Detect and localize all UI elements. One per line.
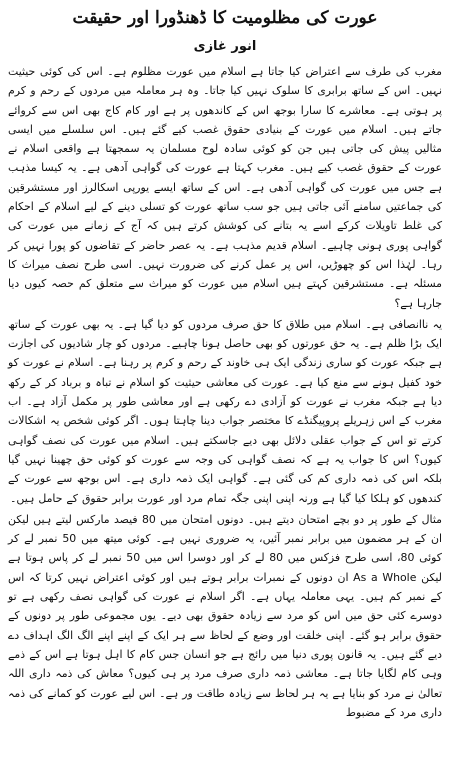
article-title: عورت کی مظلومیت کا ڈھنڈورا اور حقیقت xyxy=(72,8,378,28)
article-paragraph-1: مغرب کی طرف سے اعتراض کیا جاتا ہے اسلام میں عورت مظلوم ہے۔ اس کی کوئی حیثیت نہیں۔ اس کے ساتھ برابری کا سلوک نہیں کیا جاتا۔ وہ ہر معاملہ میں مردوں کے رحم و کرم پر ہوتی ہے۔ معاشرے کا سارا بوجھ اس کے کاندھوں پر ہے اور کام کاج بھی اس سے کروائے جاتے ہیں۔ اسلام میں عورت کے بنیادی حقوق غصب کیے گئے ہیں۔ اس سلسلے میں ایسی مثالیں پیش کی جاتی ہیں جن کو کوئی سادہ لوح مسلمان یہ سمجھتا ہے واقعی اسلام نے عورت کے حقوق غصب کیے ہیں۔ مغرب کہتا ہے عورت کی گواہی آدھی ہے۔ یہ کیسا مذہب ہے جس میں عورت کی گواہی آدھی ہے۔ اس کے ساتھ ایسے یورپی اسکالرز اور مستشرقین کی جماعتیں سامنے آئی جاتی ہیں جو سب ساتھ عورت کو تسلی دینے کے لیے اسلام کے احکام کی غلط تاویلات کرکے اسے یہ بتانے کی کوشش کرتے ہیں کہ آج کے زمانے میں عورت کی گواہی پوری ہونی چاہیے۔ اسلام قدیم مذہب ہے۔ یہ عصر حاضر کے تقاضوں کو پورا نہیں کر رہا۔ لہٰذا اس کو چھوڑیں، اس پر عمل کرنے کی ضرورت نہیں۔ اسی طرح نصف میراث کا مسئلہ ہے۔ مستشرقین کہتے ہیں اسلام میں عورت کو میراث سے متعلق کم حصہ کیوں دیا جارہا ہے؟ xyxy=(8,65,442,310)
article-paragraph-2: یہ ناانصافی ہے۔ اسلام میں طلاق کا حق صرف مردوں کو دیا گیا ہے۔ یہ بھی عورت کے ساتھ ایک بڑا ظلم ہے۔ یہ حق عورتوں کو بھی حاصل ہونا چاہیے۔ مردوں کو چار شادیوں کی اجازت ہے جبکہ عورت کو ساری زندگی ایک ہی خاوند کے رحم و کرم پر رہنا ہے۔ اسلام نے عورت کو خود کفیل ہونے سے منع کیا ہے۔ عورت کی معاشی حیثیت کو اسلام نے تباہ و برباد کر کے رکھ دیا ہے جبکہ مغرب نے عورت کو آزادی دے رکھی ہے اور معاشی طور پر مکمل آزاد ہے۔ اب مغرب کے اس زہریلے پروپیگنڈے کا مختصر جواب دینا چاہتا ہوں۔ اگر کوئی شخص یہ اشکالات کرتے تو اس کے جواب عقلی دلائل بھی دیے جاسکتے ہیں۔ اسلام میں عورت کی نصف گواہی کیوں؟ اس کا جواب یہ ہے کہ نصف گواہی کی وجہ سے عورت کو کوئی حق چھینا نہیں گیا بلکہ اس کی ذمہ داری کم کی گئی ہے۔ گواہی ایک ذمہ داری ہے۔ اس بوجھ سے عورت کے کندھوں کو ہلکا کیا گیا ہے ورنہ اپنی اپنی جگہ تمام مرد اور عورت برابر حقوق کے حامل ہیں۔ xyxy=(8,317,442,505)
article-paragraph-3: مثال کے طور پر دو بچے امتحان دیتے ہیں۔ دونوں امتحان میں 80 فیصد مارکس لیتے ہیں لیکن ان کے ہر مضمون میں برابر نمبر آئیں، یہ ضروری نہیں ہے۔ کوئی میتھ میں 50 نمبر لے کر کوئی 80، اسی طرح فزکس میں 80 لے کر اور دوسرا اس میں 50 نمبر لے کر پاس ہوتا ہے لیکن As a Whole ان دونوں کے نمبرات برابر ہوتے ہیں اور کوئی اعتراض نہیں کرتا کہ اس کے نمبر کم ہیں۔ یہی معاملہ یہاں ہے۔ اگر اسلام نے عورت کی گواہی نصف رکھی ہے تو دوسرے کئی حق میں اس کو مرد سے زیادہ حقوق بھی دیے۔ یوں مجموعی طور پر دونوں کے حقوق برابر ہو گئے۔ اپنی خلقت اور وضع کے لحاظ سے ہر ایک کے اپنے اپنے الگ الگ اہداف دے دیے گئے ہیں۔ یہ قانون پوری دنیا میں رائج ہے جو انسان جس کام کا اہل ہوتا ہے اس کے ذمے وہی کام لگایا جاتا ہے۔ معاشی ذمہ داری صرف مرد پر ہی کیوں؟ معاش کی ذمہ داری اللہ تعالیٰ نے مرد کو بنایا ہے یہ ہر لحاظ سے زیادہ طاقت ور ہے۔ اس لیے عورت کو کمانے کی ذمہ داری مرد کے مضبوط xyxy=(8,512,443,719)
author-name: انور غازی xyxy=(193,39,257,54)
